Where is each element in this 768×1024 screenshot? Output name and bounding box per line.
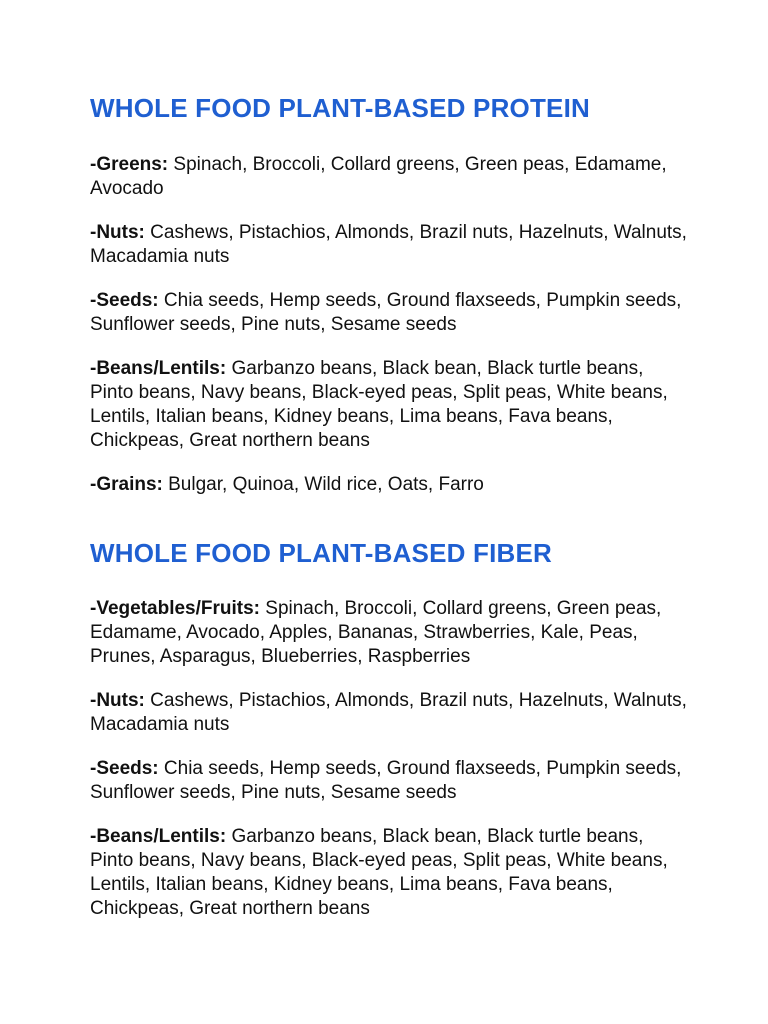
fiber-beans-item — [90, 825, 690, 921]
item-text: Cashews, Pistachios, Almonds, Brazil nuts, Hazelnuts, Walnuts, Macadamia nuts — [90, 222, 687, 267]
item-label: -Seeds: — [90, 758, 159, 779]
item-text: Bulgar, Quinoa, Wild rice, Oats, Farro — [162, 474, 484, 495]
item-text: Cashews, Pistachios, Almonds, Brazil nuts, Hazelnuts, Walnuts, Macadamia nuts — [90, 690, 687, 735]
item-text: Garbanzo beans, Black bean, Black turtle beans, Pinto beans, Navy beans, Black-eyed peas, Split peas, White beans, Lentils, Italian beans, Kidney beans, Lima beans, Fava beans, Chickpeas, Great northern beans — [90, 826, 668, 919]
item-text: Chia seeds, Hemp seeds, Ground flaxseeds, Pumpkin seeds, Sunflower seeds, Pine nuts, Sesame seeds — [90, 290, 682, 335]
item-text: Garbanzo beans, Black bean, Black turtle beans, Pinto beans, Navy beans, Black-eyed peas, Split peas, White beans, Lentils, Italian beans, Kidney beans, Lima beans, Fava beans, Chickpeas, Great northern beans — [90, 358, 668, 451]
item-label: -Seeds: — [90, 290, 159, 311]
item-text: Spinach, Broccoli, Collard greens, Green peas, Edamame, Avocado — [90, 154, 667, 199]
item-label: -Grains: — [90, 474, 163, 495]
fiber-seeds-item — [90, 757, 690, 805]
fiber-nuts-item — [90, 689, 690, 737]
item-text: Chia seeds, Hemp seeds, Ground flaxseeds, Pumpkin seeds, Sunflower seeds, Pine nuts, Sesame seeds — [90, 758, 682, 803]
item-label: -Greens: — [90, 154, 169, 175]
item-label: -Nuts: — [90, 690, 145, 711]
fiber-section — [90, 597, 690, 941]
fiber-heading: WHOLE FOOD PLANT-BASED FIBER — [90, 538, 553, 568]
item-label: -Vegetables/Fruits: — [90, 598, 260, 619]
item-label: -Nuts: — [90, 222, 145, 243]
item-text: Spinach, Broccoli, Collard greens, Green peas, Edamame, Avocado, Apples, Bananas, Strawberries, Kale, Peas, Prunes, Asparagus, Blueberries, Raspberries — [90, 598, 662, 667]
fiber-vegetables-item — [90, 597, 690, 669]
item-label: -Beans/Lentils: — [90, 826, 227, 847]
protein-heading: WHOLE FOOD PLANT-BASED PROTEIN — [90, 93, 590, 123]
protein-section — [90, 153, 690, 517]
protein-grains-item — [90, 473, 690, 497]
item-label: -Beans/Lentils: — [90, 358, 227, 379]
protein-beans-item — [90, 357, 690, 453]
protein-seeds-item — [90, 289, 690, 337]
protein-nuts-item — [90, 221, 690, 269]
protein-greens-item — [90, 153, 690, 201]
